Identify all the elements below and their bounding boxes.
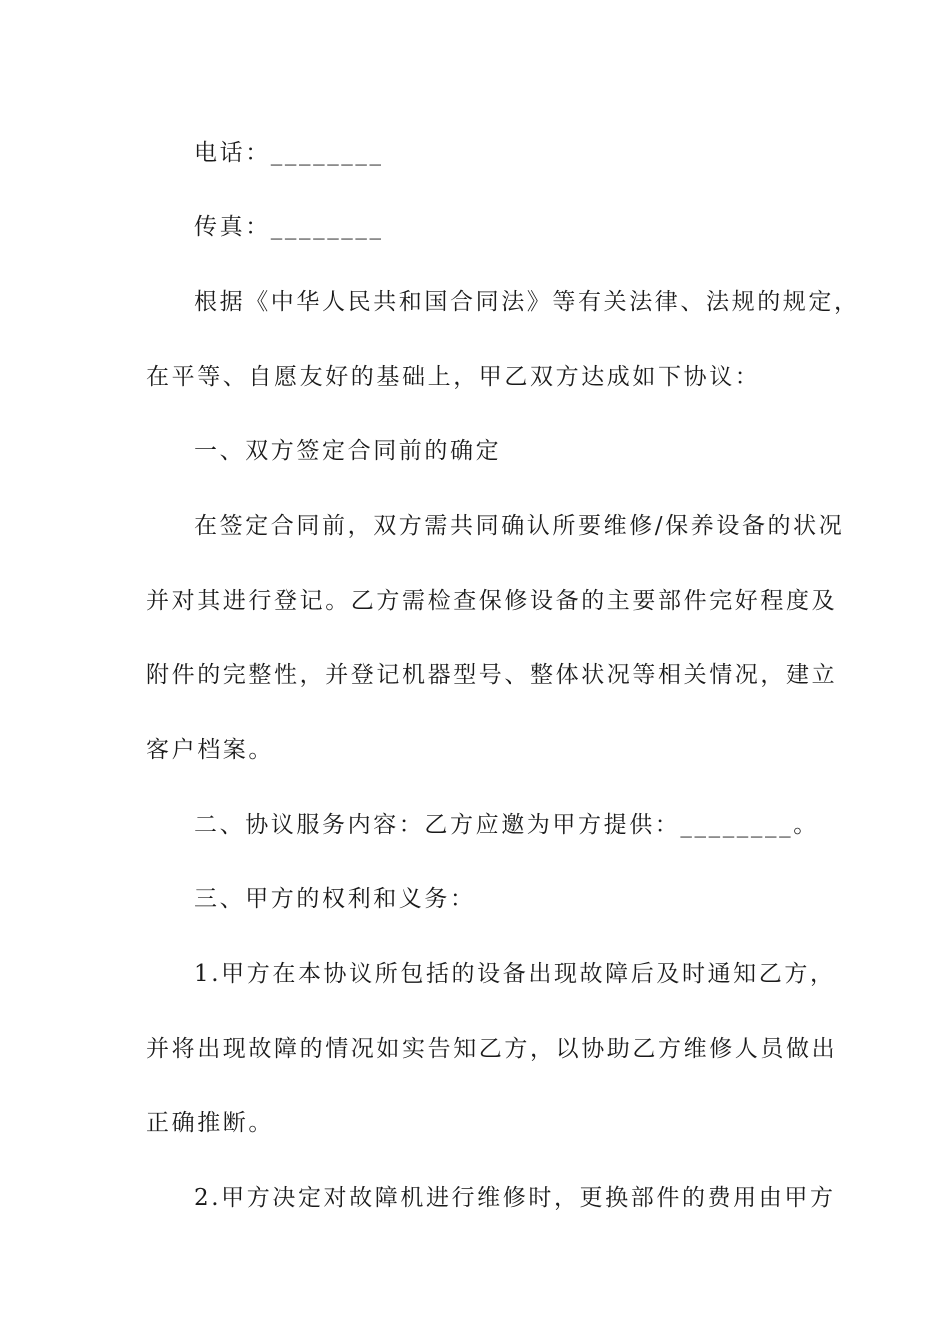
paragraph-line: 在平等、自愿友好的基础上，甲乙双方达成如下协议： <box>146 364 761 390</box>
paragraph-line: 并将出现故障的情况如实告知乙方，以协助乙方维修人员做出 <box>146 1036 838 1062</box>
section-heading-3: 三、甲方的权利和义务： <box>194 886 476 912</box>
paragraph-line: 在签定合同前，双方需共同确认所要维修/保养设备的状况 <box>194 513 845 539</box>
clause-2-line: 2.甲方决定对故障机进行维修时，更换部件的费用由甲方 <box>194 1185 836 1211</box>
paragraph-line: 客户档案。 <box>146 737 274 763</box>
section-heading-2: 二、协议服务内容：乙方应邀为甲方提供：________。 <box>194 812 819 838</box>
section-heading-1: 一、双方签定合同前的确定 <box>194 438 502 464</box>
clause-1-line: 1.甲方在本协议所包括的设备出现故障后及时通知乙方， <box>194 961 836 987</box>
phone-line: 电话：________ <box>194 140 384 166</box>
paragraph-line: 正确推断。 <box>146 1110 274 1136</box>
paragraph-line: 并对其进行登记。乙方需检查保修设备的主要部件完好程度及 <box>146 588 838 614</box>
paragraph-line: 附件的完整性，并登记机器型号、整体状况等相关情况，建立 <box>146 662 838 688</box>
paragraph-line: 根据《中华人民共和国合同法》等有关法律、法规的规定， <box>194 289 860 315</box>
fax-line: 传真：________ <box>194 214 384 240</box>
